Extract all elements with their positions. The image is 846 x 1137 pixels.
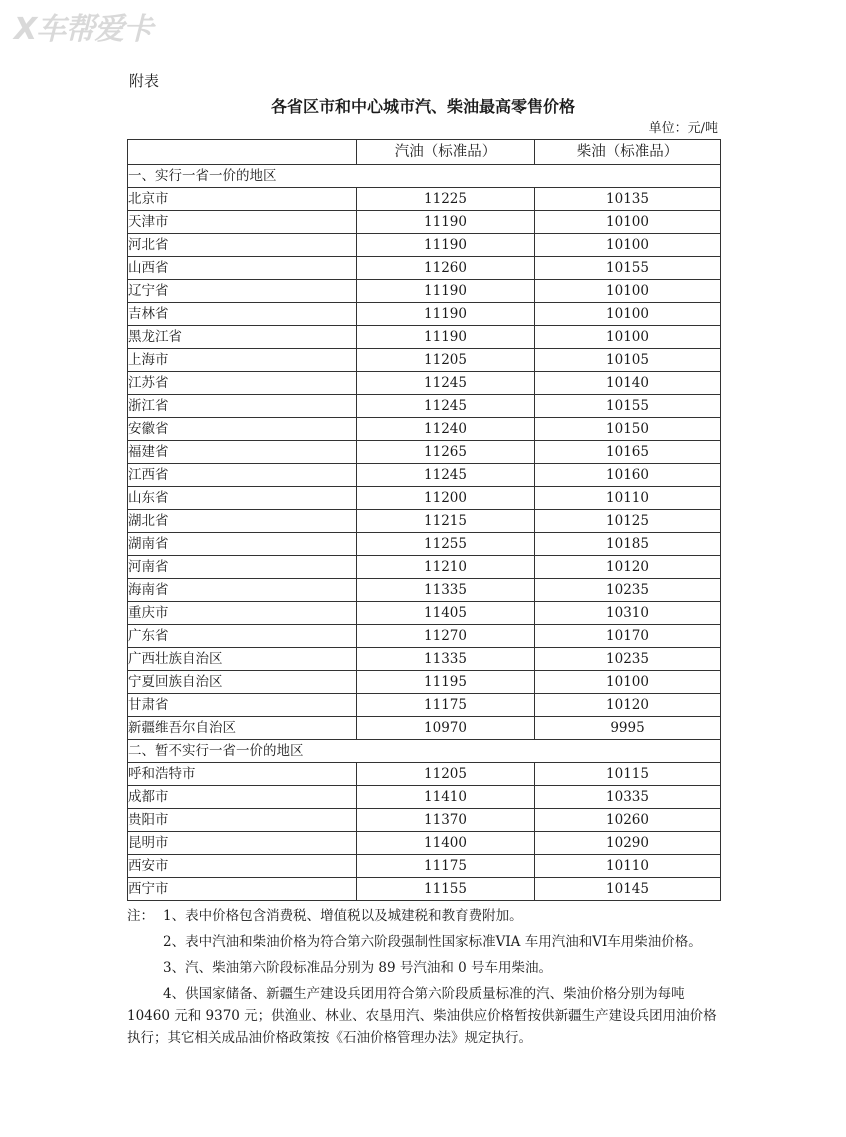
gasoline-price-cell: 11190	[357, 303, 535, 326]
table-header-row	[128, 140, 721, 165]
region-cell: 辽宁省	[128, 280, 357, 303]
diesel-price-cell: 10150	[535, 418, 721, 441]
gasoline-price-cell: 11335	[357, 579, 535, 602]
gasoline-price-cell: 11215	[357, 510, 535, 533]
notes-label: 注：	[127, 908, 154, 924]
gasoline-price-cell: 11255	[357, 533, 535, 556]
table-row	[128, 786, 721, 809]
region-cell: 广西壮族自治区	[128, 648, 357, 671]
gasoline-price-cell: 11175	[357, 694, 535, 717]
gasoline-price-cell: 11190	[357, 234, 535, 257]
gasoline-price-cell: 11240	[357, 418, 535, 441]
region-cell: 甘肃省	[128, 694, 357, 717]
diesel-price-cell: 10125	[535, 510, 721, 533]
diesel-price-cell: 10170	[535, 625, 721, 648]
table-row	[128, 326, 721, 349]
region-cell: 重庆市	[128, 602, 357, 625]
region-cell: 呼和浩特市	[128, 763, 357, 786]
gasoline-price-cell: 11245	[357, 372, 535, 395]
table-row	[128, 510, 721, 533]
watermark-logo: X车帮爱卡	[14, 12, 153, 47]
region-cell: 河南省	[128, 556, 357, 579]
diesel-price-cell: 10100	[535, 303, 721, 326]
note-3: 3、汽、柴油第六阶段标准品分别为 89 号汽油和 0 号车用柴油。	[163, 960, 553, 976]
region-cell: 上海市	[128, 349, 357, 372]
gasoline-price-cell: 10970	[357, 717, 535, 740]
section-title: 一、实行一省一价的地区	[128, 165, 721, 188]
gasoline-price-cell: 11260	[357, 257, 535, 280]
region-cell: 浙江省	[128, 395, 357, 418]
diesel-price-cell: 10235	[535, 648, 721, 671]
diesel-price-cell: 9995	[535, 717, 721, 740]
table-row	[128, 556, 721, 579]
page-title: 各省区市和中心城市汽、柴油最高零售价格	[270, 97, 575, 116]
diesel-price-cell: 10115	[535, 763, 721, 786]
diesel-price-cell: 10155	[535, 257, 721, 280]
gasoline-price-cell: 11405	[357, 602, 535, 625]
diesel-price-cell: 10145	[535, 878, 721, 901]
table-row	[128, 855, 721, 878]
region-cell: 西宁市	[128, 878, 357, 901]
gasoline-price-cell: 11245	[357, 395, 535, 418]
table-row	[128, 464, 721, 487]
diesel-price-cell: 10100	[535, 280, 721, 303]
region-cell: 湖南省	[128, 533, 357, 556]
region-cell: 成都市	[128, 786, 357, 809]
header-gasoline: 汽油（标准品）	[357, 140, 535, 165]
table-row	[128, 694, 721, 717]
table-row	[128, 395, 721, 418]
note-1	[127, 905, 723, 927]
section-row	[128, 165, 721, 188]
table-body	[128, 165, 721, 901]
gasoline-price-cell: 11205	[357, 349, 535, 372]
region-cell: 宁夏回族自治区	[128, 671, 357, 694]
header-region	[128, 140, 357, 165]
gasoline-price-cell: 11410	[357, 786, 535, 809]
region-cell: 山西省	[128, 257, 357, 280]
table-row	[128, 602, 721, 625]
table-row	[128, 441, 721, 464]
table-row	[128, 717, 721, 740]
table-row	[128, 809, 721, 832]
region-cell: 山东省	[128, 487, 357, 510]
diesel-price-cell: 10105	[535, 349, 721, 372]
region-cell: 西安市	[128, 855, 357, 878]
gasoline-price-cell: 11210	[357, 556, 535, 579]
table-row	[128, 349, 721, 372]
diesel-price-cell: 10100	[535, 326, 721, 349]
table-row	[128, 211, 721, 234]
region-cell: 江西省	[128, 464, 357, 487]
region-cell: 安徽省	[128, 418, 357, 441]
gasoline-price-cell: 11370	[357, 809, 535, 832]
gasoline-price-cell: 11400	[357, 832, 535, 855]
section-row	[128, 740, 721, 763]
table-row	[128, 280, 721, 303]
gasoline-price-cell: 11335	[357, 648, 535, 671]
gasoline-price-cell: 11195	[357, 671, 535, 694]
region-cell: 北京市	[128, 188, 357, 211]
gasoline-price-cell: 11245	[357, 464, 535, 487]
diesel-price-cell: 10100	[535, 234, 721, 257]
table-row	[128, 303, 721, 326]
diesel-price-cell: 10100	[535, 211, 721, 234]
section-title: 二、暂不实行一省一价的地区	[128, 740, 721, 763]
table-row	[128, 188, 721, 211]
gasoline-price-cell: 11205	[357, 763, 535, 786]
region-cell: 昆明市	[128, 832, 357, 855]
region-cell: 黑龙江省	[128, 326, 357, 349]
diesel-price-cell: 10335	[535, 786, 721, 809]
diesel-price-cell: 10310	[535, 602, 721, 625]
region-cell: 江苏省	[128, 372, 357, 395]
note-4: 4、供国家储备、新疆生产建设兵团用符合第六阶段质量标准的汽、柴油价格分别为每吨 10460 元和 9370 元；供渔业、林业、农垦用汽、柴油供应价格暂按供新疆生产建设兵团用油价格执行；其它相关成品油价格政策按《石油价格管理办法》规定执行。	[127, 986, 717, 1046]
diesel-price-cell: 10120	[535, 556, 721, 579]
unit-label: 单位：元/吨	[648, 121, 718, 136]
header-diesel: 柴油（标准品）	[535, 140, 721, 165]
diesel-price-cell: 10120	[535, 694, 721, 717]
table-row	[128, 671, 721, 694]
table-row	[128, 625, 721, 648]
note-2: 2、表中汽油和柴油价格为符合第六阶段强制性国家标准VIA 车用汽油和VI车用柴油价格。	[163, 934, 702, 950]
diesel-price-cell: 10235	[535, 579, 721, 602]
table-row	[128, 234, 721, 257]
diesel-price-cell: 10290	[535, 832, 721, 855]
gasoline-price-cell: 11190	[357, 211, 535, 234]
diesel-price-cell: 10135	[535, 188, 721, 211]
region-cell: 吉林省	[128, 303, 357, 326]
table-row	[128, 579, 721, 602]
annex-label: 附表	[129, 72, 160, 90]
table-row	[128, 487, 721, 510]
region-cell: 贵阳市	[128, 809, 357, 832]
gasoline-price-cell: 11190	[357, 326, 535, 349]
gasoline-price-cell: 11200	[357, 487, 535, 510]
gasoline-price-cell: 11175	[357, 855, 535, 878]
diesel-price-cell: 10165	[535, 441, 721, 464]
diesel-price-cell: 10110	[535, 855, 721, 878]
table-row	[128, 878, 721, 901]
diesel-price-cell: 10155	[535, 395, 721, 418]
diesel-price-cell: 10185	[535, 533, 721, 556]
gasoline-price-cell: 11265	[357, 441, 535, 464]
table-row	[128, 257, 721, 280]
gasoline-price-cell: 11190	[357, 280, 535, 303]
region-cell: 海南省	[128, 579, 357, 602]
table-row	[128, 832, 721, 855]
region-cell: 天津市	[128, 211, 357, 234]
gasoline-price-cell: 11155	[357, 878, 535, 901]
diesel-price-cell: 10140	[535, 372, 721, 395]
note-1-text: 1、表中价格包含消费税、增值税以及城建税和教育费附加。	[163, 908, 523, 924]
diesel-price-cell: 10100	[535, 671, 721, 694]
region-cell: 河北省	[128, 234, 357, 257]
notes	[127, 905, 723, 1053]
diesel-price-cell: 10110	[535, 487, 721, 510]
region-cell: 广东省	[128, 625, 357, 648]
diesel-price-cell: 10260	[535, 809, 721, 832]
gasoline-price-cell: 11225	[357, 188, 535, 211]
table-row	[128, 763, 721, 786]
table-row	[128, 648, 721, 671]
diesel-price-cell: 10160	[535, 464, 721, 487]
region-cell: 新疆维吾尔自治区	[128, 717, 357, 740]
region-cell: 福建省	[128, 441, 357, 464]
gasoline-price-cell: 11270	[357, 625, 535, 648]
table-row	[128, 418, 721, 441]
region-cell: 湖北省	[128, 510, 357, 533]
table-row	[128, 372, 721, 395]
price-table	[127, 139, 721, 901]
table-row	[128, 533, 721, 556]
